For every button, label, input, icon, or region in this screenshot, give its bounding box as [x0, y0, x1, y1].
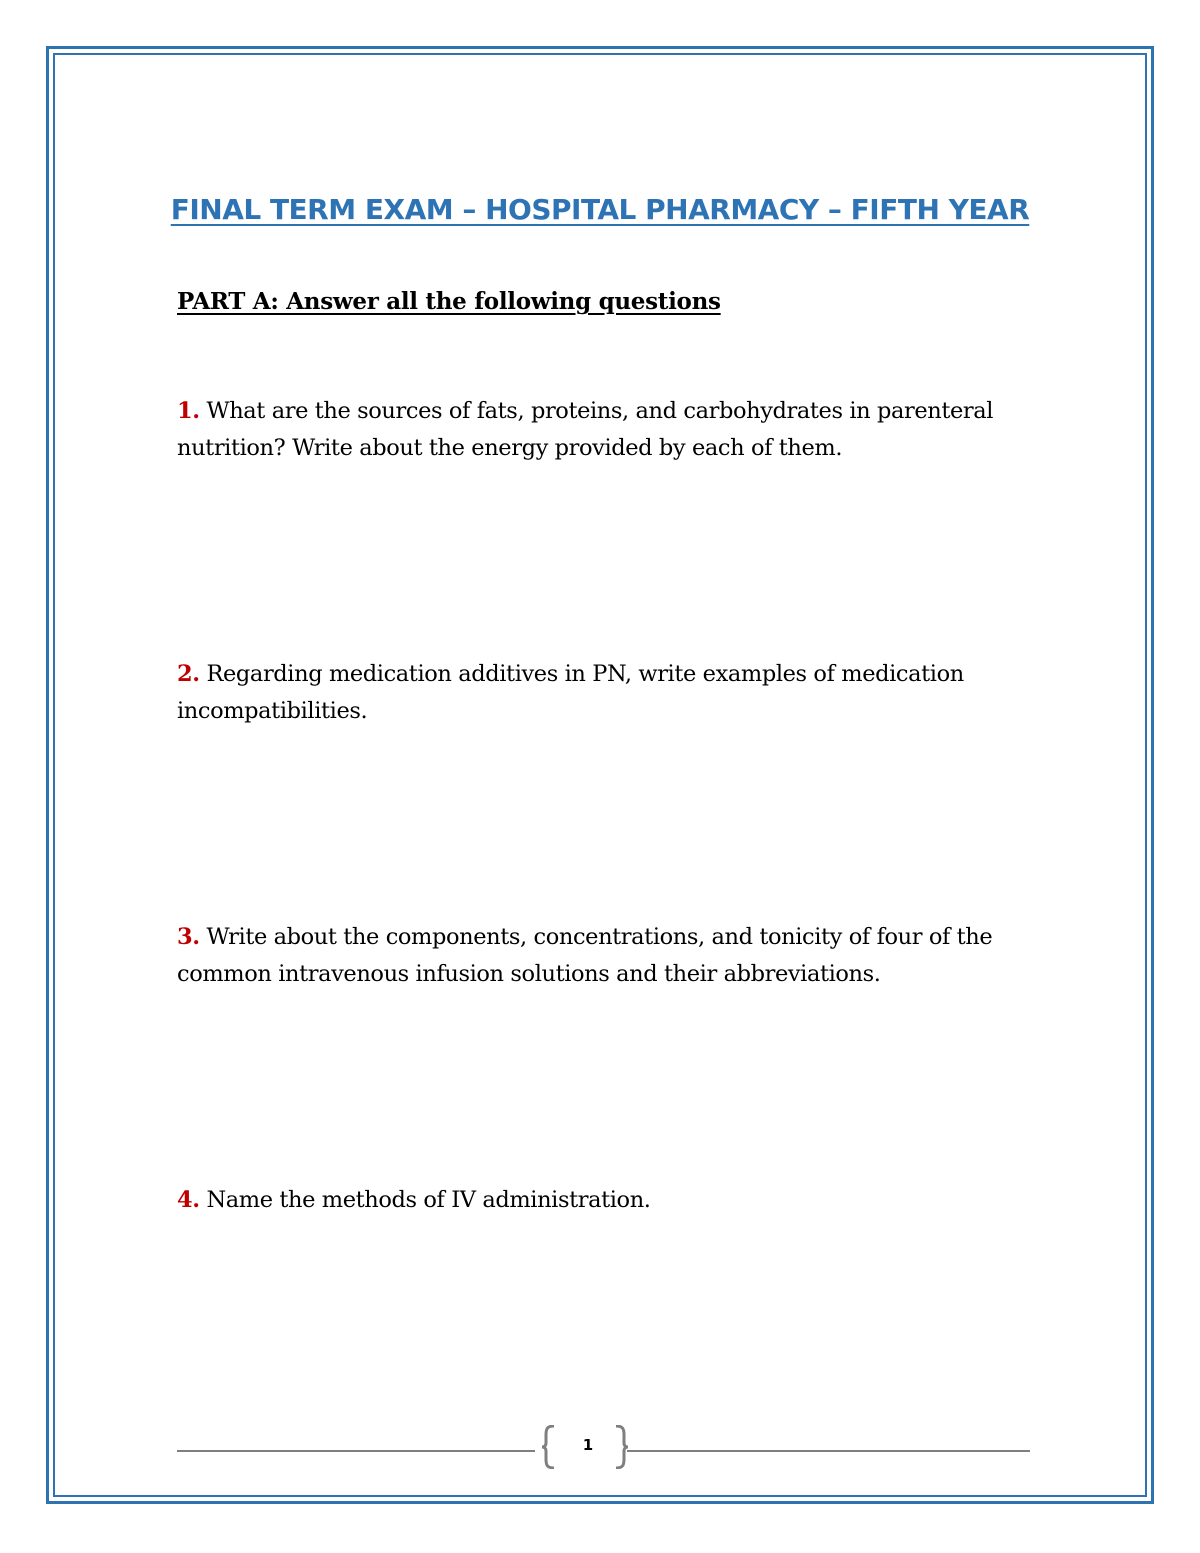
page-border-inner: [53, 53, 1147, 1497]
part-heading: PART A: Answer all the following questions: [177, 288, 721, 315]
question-2: [177, 656, 1037, 730]
question-number: 3.: [177, 924, 200, 950]
footer-bracket-left-icon: [542, 1425, 556, 1469]
question-text: Name the methods of IV administration.: [206, 1187, 651, 1213]
question-number: 2.: [177, 661, 200, 687]
footer-rule-left: [177, 1450, 535, 1452]
question-text: What are the sources of fats, proteins, and carbohydrates in parenteral nutrition? Write about the energy provided by each of them.: [177, 398, 994, 461]
page-number: 1: [582, 1436, 594, 1454]
question-4: [177, 1182, 1037, 1219]
footer-rule-right: [627, 1450, 1030, 1452]
question-1: [177, 393, 1037, 467]
question-3: [177, 919, 1037, 993]
question-text: Regarding medication additives in PN, write examples of medication incompatibilities.: [177, 661, 964, 724]
exam-title: FINAL TERM EXAM – HOSPITAL PHARMACY – FIFTH YEAR: [170, 193, 1030, 226]
question-text: Write about the components, concentrations, and tonicity of four of the common intravenous infusion solutions and their abbreviations.: [177, 924, 993, 987]
question-number: 1.: [177, 398, 200, 424]
question-number: 4.: [177, 1187, 200, 1213]
footer-bracket-right-icon: [614, 1425, 628, 1469]
